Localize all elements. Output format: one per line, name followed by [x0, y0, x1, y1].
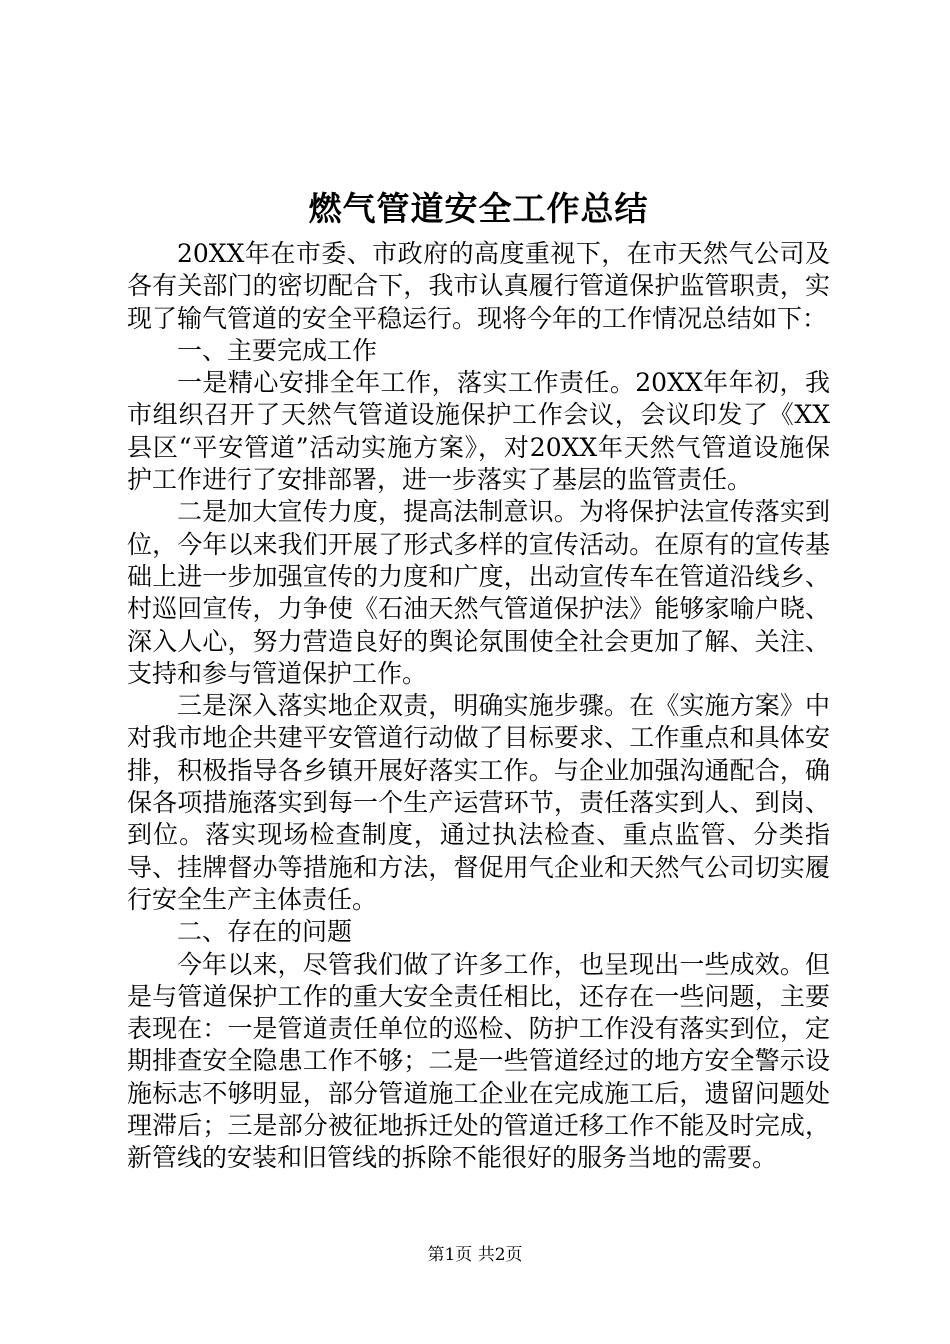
document-body [127, 238, 830, 1175]
paragraph-item-two: 二是加大宣传力度，提高法制意识。为将保护法宣传落实到位，今年以来我们开展了形式多样的宣传活动。在原有的宣传基础上进一步加强宣传的力度和广度，出动宣传车在管道沿线乡、村巡回宣传，力争使《石油天然气管道保护法》能够家喻户晓、深入人心，努力营造良好的舆论氛围使全社会更加了解、关注、支持和参与管道保护工作。 [127, 497, 830, 688]
section-heading-main-work: 一、主要完成工作 [177, 335, 378, 365]
intro-paragraph: 20XX年在市委、市政府的高度重视下，在市天然气公司及各有关部门的密切配合下，我市认真履行管道保护监管职责，实现了输气管道的安全平稳运行。现将今年的工作情况总结如下： [127, 239, 830, 333]
document-title: 燃气管道安全工作总结 [308, 189, 649, 228]
section-heading-problems: 二、存在的问题 [177, 917, 353, 947]
page-footer: 第1页 共2页 [427, 1245, 523, 1265]
paragraph-item-one: 一是精心安排全年工作，落实工作责任。20XX年年初，我市组织召开了天然气管道设施保护工作会议，会议印发了《XX县区“平安管道”活动实施方案》，对20XX年天然气管道设施保护工作进行了安排部署，进一步落实了基层的监管责任。 [127, 368, 830, 495]
paragraph-item-three: 三是深入落实地企双责，明确实施步骤。在《实施方案》中对我市地企共建平安管道行动做了目标要求、工作重点和具体安排，积极指导各乡镇开展好落实工作。与企业加强沟通配合，确保各项措施落实到每一个生产运营环节，责任落实到人、到岗、到位。落实现场检查制度，通过执法检查、重点监管、分类指导、挂牌督办等措施和方法，督促用气企业和天然气公司切实履行安全生产主体责任。 [127, 691, 830, 914]
document-page [127, 180, 830, 1175]
problems-paragraph: 今年以来，尽管我们做了许多工作，也呈现出一些成效。但是与管道保护工作的重大安全责任相比，还存在一些问题，主要表现在：一是管道责任单位的巡检、防护工作没有落实到位，定期排查安全隐患工作不够；二是一些管道经过的地方安全警示设施标志不够明显，部分管道施工企业在完成施工后，遗留问题处理滞后；三是部分被征地拆迁处的管道迁移工作不能及时完成，新管线的安装和旧管线的拆除不能很好的服务当地的需要。 [127, 949, 830, 1173]
